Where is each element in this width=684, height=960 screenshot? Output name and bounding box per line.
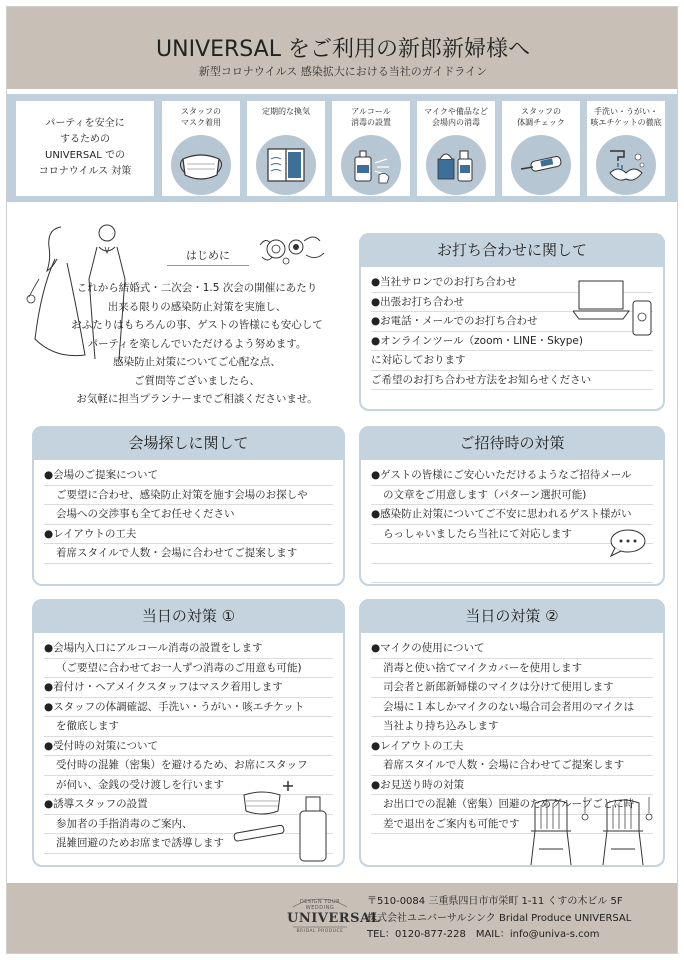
dayof1-row: ●スタッフの体調確認、手洗い・うがい・咳エチケット (44, 698, 333, 718)
dayof2-row: 着席スタイルで人数・会場に合わせてご提案します (371, 756, 653, 776)
dayof2-row: 司会者と新郎新婦様のマイクは分けて使用します (371, 678, 653, 698)
measure-label: スタッフの マスク着用 (181, 107, 221, 127)
speech-bubble-icon (609, 528, 647, 558)
venue-row: 会場への交渉事も全てお任せください (44, 505, 333, 525)
day-of-measures-2 (359, 599, 665, 867)
invitation-row: らっしゃいましたら当社にて対応します (371, 525, 653, 545)
dayof2-row: 消毒と使い捨てマイクカバーを使用します (371, 659, 653, 679)
meeting-row: ●当社サロンでのお打ち合わせ (371, 273, 653, 293)
dayof1-row: （ご要望に合わせてお一人ずつ消毒のご用意も可能) (44, 659, 333, 679)
intro-line: お気軽に担当プランナーまでご相談くださいませ。 (76, 393, 318, 405)
invitation-row: の文章をご用意します（パターン選択可能) (371, 486, 653, 506)
footer-contact-block (367, 894, 631, 944)
band-intro-line: UNIVERSAL での (45, 150, 125, 161)
dayof2-row: ●レイアウトの工夫 (371, 737, 653, 757)
intro-line: 出来る限りの感染防止対策を実施し、 (107, 300, 287, 313)
band-intro-line: コロナウイルス 対策 (38, 166, 132, 177)
dayof2-row: 会場に１本しかマイクのない場合司会者用のマイクは (371, 698, 653, 718)
dayof2-row: お出口での混雑（密集）回避のためグループごとに時 (371, 795, 653, 815)
measure-label: スタッフの 体調チェック (517, 107, 565, 127)
meeting-row: ●お電話・メールでのお打ち合わせ (371, 312, 653, 332)
venue-row: ●会場のご提案について (44, 466, 333, 486)
invitation-row: ●感染防止対策についてご不安に思われるゲスト様がい (371, 505, 653, 525)
intro-line: パーティを楽しんでいただけるよう努めます。 (87, 337, 307, 350)
chairs-icon (521, 797, 661, 867)
measure-card-disinfect (417, 101, 495, 196)
dayof1-row: が伺い、金銭の受け渡しを行います (44, 776, 333, 796)
dayof1-row: 混雑回避のためお席まで誘導します (44, 834, 333, 854)
meeting-row: ご希望のお打ち合わせ方法をお知らせください (371, 371, 653, 391)
day-of-2-title: 当日の対策 ② (359, 599, 665, 633)
window-icon (264, 145, 308, 185)
dayof1-row: ●会場内入口にアルコール消毒の設置をします (44, 639, 333, 659)
intro-line: これから結婚式・二次会・1.5 次会の開催にあたり (76, 282, 318, 294)
laptop-phone-icon (573, 275, 659, 351)
invitation-row: ●ゲストの皆様にご安心いただけるようなご招待メール (371, 466, 653, 486)
footer-company: 株式会社ユニバーサルシンク Bridal Produce UNIVERSAL (367, 912, 632, 924)
band-intro (16, 101, 154, 196)
footer (7, 883, 678, 954)
mask-thermometer-bottle-icon (230, 777, 340, 865)
venue-row: ●レイアウトの工夫 (44, 525, 333, 545)
dayof1-row: ●着付け・ヘアメイクスタッフはマスク着用します (44, 678, 333, 698)
dayof2-row: 当社より持ち込みします (371, 717, 653, 737)
page-title: UNIVERSAL をご利用の新郎新婦様へ (156, 37, 530, 62)
intro-heading: はじめに (167, 247, 249, 266)
intro-line: おふたりはもちろんの事、ゲストの皆様にも安心して (71, 319, 323, 331)
intro-line: 感染防止対策についてご心配な点、 (113, 356, 281, 368)
intro-line: ご質問等ございましたら、 (134, 374, 260, 387)
invitation-section-title: ご招待時の対策 (359, 426, 665, 460)
intro-text (37, 279, 357, 409)
logo-subline: BRIDAL PRODUCE (296, 929, 344, 934)
dayof1-row: ●誘導スタッフの設置 (44, 795, 333, 815)
footer-contact[interactable]: TEL：0120-877-228 MAIL：info@univa-s.com (367, 929, 600, 940)
meeting-row: ●オンラインツール（zoom・LINE・Skype) (371, 332, 653, 352)
logo-tagline: DESIGN YOUR WEDDING (299, 899, 341, 911)
venue-row: ご要望に合わせ、感染防止対策を施す会場のお探しや (44, 486, 333, 506)
day-of-measures-1 (32, 599, 345, 867)
measure-card-mask (162, 101, 240, 196)
invitation-row (371, 564, 653, 584)
meeting-section-title: お打ち合わせに関して (359, 233, 665, 267)
sanitizer-icon (349, 145, 393, 185)
flower-decoration-icon (252, 225, 332, 271)
measure-label: 定期的な換気 (262, 107, 310, 116)
day-of-1-title: 当日の対策 ① (32, 599, 345, 633)
dayof1-row: 参加者の手指消毒のご案内、 (44, 815, 333, 835)
dayof2-row: ●お見送り時の対策 (371, 776, 653, 796)
measures-band (7, 94, 678, 202)
universal-logo (287, 893, 381, 945)
measure-label: アルコール 消毒の設置 (351, 107, 391, 127)
footer-address: 〒510-0084 三重県四日市市栄町 1-11 くすの木ビル 5F (367, 896, 623, 907)
dayof1-row: 受付時の混雑（密集）を避けるため、お席にスタッフ (44, 756, 333, 776)
meeting-section (359, 233, 665, 411)
thermometer-icon (519, 145, 563, 185)
band-intro-line: パーティを安全に (45, 118, 125, 129)
page-subtitle: 新型コロナウイルス 感染拡大における当社のガイドライン (198, 65, 488, 78)
venue-row: 着席スタイルで人数・会場に合わせてご提案します (44, 544, 333, 564)
measure-card-health (502, 101, 580, 196)
meeting-row: に対応しております (371, 351, 653, 371)
mask-icon (179, 145, 223, 185)
invitation-section (359, 426, 665, 586)
meeting-row: ●出張お打ち合わせ (371, 293, 653, 313)
logo-wordmark: UNIVERSAL (287, 911, 381, 926)
measure-label: マイクや備品など 会場内の消毒 (424, 107, 488, 127)
venue-section-title: 会場探しに関して (32, 426, 345, 460)
dayof1-row: ●受付時の対策について (44, 737, 333, 757)
measure-card-alcohol (332, 101, 410, 196)
measure-label: 手洗い・うがい・ 咳エチケットの徹底 (590, 107, 662, 127)
disinfect-spray-icon (434, 145, 478, 185)
flyer-page (6, 6, 678, 954)
band-intro-line: するための (60, 134, 110, 145)
measure-card-handwash (587, 101, 665, 196)
dayof1-row: を徹底します (44, 717, 333, 737)
handwash-icon (604, 145, 648, 185)
dayof2-row: ●マイクの使用について (371, 639, 653, 659)
measure-card-ventilation (247, 101, 325, 196)
header (7, 7, 678, 89)
venue-section (32, 426, 345, 586)
dayof2-row: 差で退出をご案内も可能です (371, 815, 653, 835)
